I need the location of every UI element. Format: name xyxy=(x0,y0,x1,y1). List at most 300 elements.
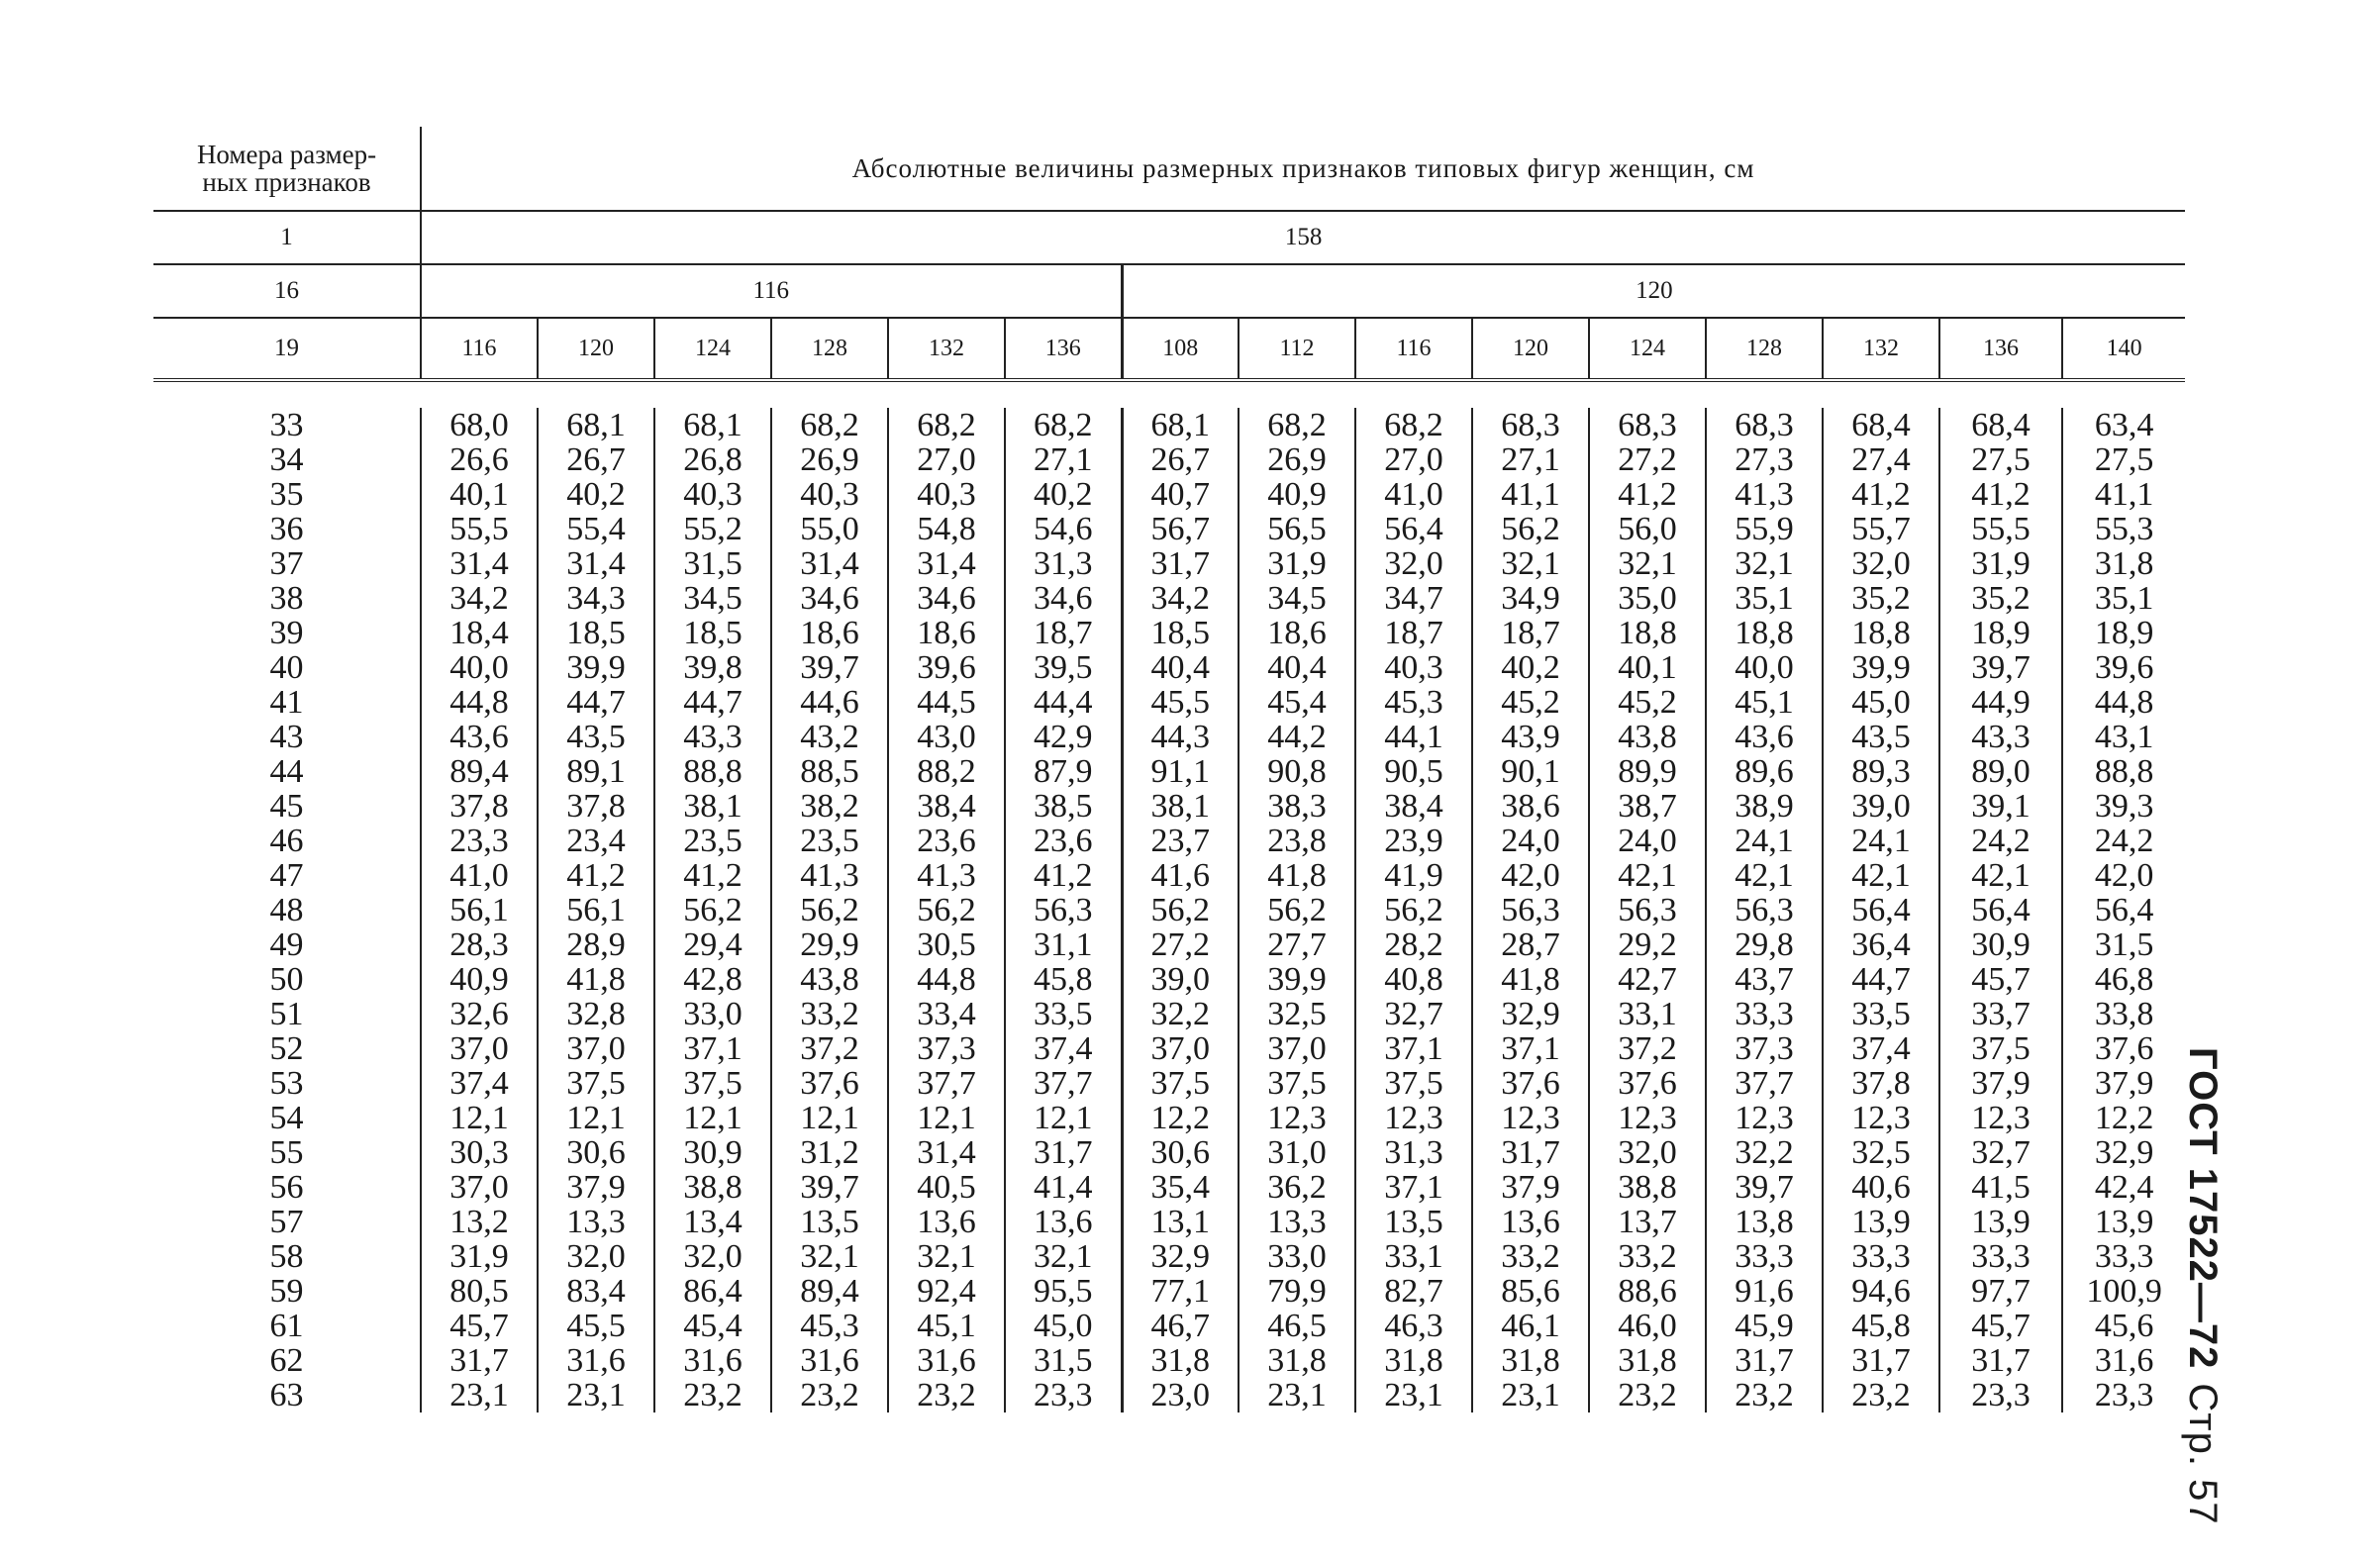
cell-value: 38,6 xyxy=(1501,788,1560,825)
cell-value: 45,8 xyxy=(1034,961,1093,998)
cell-value: 56,3 xyxy=(1735,892,1794,928)
cell-value: 68,1 xyxy=(566,407,626,443)
size-header-cell: 112 xyxy=(1239,318,1355,380)
cell-value: 37,2 xyxy=(800,1030,859,1067)
cell-value: 18,8 xyxy=(1735,615,1794,651)
cell-value: 31,2 xyxy=(800,1134,859,1171)
standard-code: ГОСТ 17522—72 xyxy=(2181,1047,2225,1370)
cell-value: 97,7 xyxy=(1971,1273,2031,1310)
cell-value: 32,0 xyxy=(1851,545,1911,582)
cell-value: 32,5 xyxy=(1851,1134,1911,1171)
cell-value: 41,8 xyxy=(1501,961,1560,998)
cell-value: 33,3 xyxy=(1971,1238,2031,1275)
data-column xyxy=(538,408,654,1412)
cell-value: 40,0 xyxy=(449,649,509,686)
cell-value: 12,2 xyxy=(1150,1100,1210,1136)
cell-value: 68,2 xyxy=(800,407,859,443)
cell-value: 32,1 xyxy=(917,1238,976,1275)
cell-value: 30,6 xyxy=(566,1134,626,1171)
cell-value: 39,6 xyxy=(917,649,976,686)
cell-value: 43,6 xyxy=(449,719,509,755)
cell-value: 37,1 xyxy=(1501,1030,1560,1067)
cell-value: 27,7 xyxy=(1267,926,1327,963)
cell-value: 23,6 xyxy=(1034,823,1093,859)
cell-value: 40,4 xyxy=(1150,649,1210,686)
cell-value: 55,4 xyxy=(566,511,626,547)
cell-value: 13,6 xyxy=(1501,1204,1560,1240)
cell-value: 32,5 xyxy=(1267,996,1327,1032)
data-column xyxy=(1122,408,1239,1412)
cell-value: 56,5 xyxy=(1267,511,1327,547)
cell-value: 27,5 xyxy=(2094,441,2154,478)
cell-value: 31,6 xyxy=(2094,1342,2154,1379)
cell-value: 23,1 xyxy=(1384,1377,1443,1413)
cell-value: 39,7 xyxy=(1971,649,2031,686)
cell-value: 44,4 xyxy=(1034,684,1093,721)
cell-value: 90,8 xyxy=(1267,753,1327,790)
cell-value: 80,5 xyxy=(449,1273,509,1310)
cell-value: 23,2 xyxy=(1735,1377,1794,1413)
cell-value: 79,9 xyxy=(1267,1273,1327,1310)
cell-value: 68,2 xyxy=(1034,407,1093,443)
cell-value: 32,1 xyxy=(1735,545,1794,582)
cell-value: 26,9 xyxy=(1267,441,1327,478)
cell-value: 23,1 xyxy=(449,1377,509,1413)
cell-value: 30,6 xyxy=(1150,1134,1210,1171)
cell-value: 38,9 xyxy=(1735,788,1794,825)
cell-value: 55,0 xyxy=(800,511,859,547)
cell-value: 35,4 xyxy=(1150,1169,1210,1206)
row-number: 39 xyxy=(269,615,304,651)
cell-value: 42,1 xyxy=(1971,857,2031,894)
cell-value: 39,9 xyxy=(1851,649,1911,686)
cell-value: 44,1 xyxy=(1384,719,1443,755)
row-number: 59 xyxy=(269,1273,304,1310)
cell-value: 42,7 xyxy=(1618,961,1677,998)
cell-value: 12,3 xyxy=(1501,1100,1560,1136)
cell-value: 39,5 xyxy=(1034,649,1093,686)
cell-value: 55,2 xyxy=(683,511,743,547)
data-column xyxy=(1939,408,2062,1412)
cell-value: 88,2 xyxy=(917,753,976,790)
cell-value: 31,8 xyxy=(2094,545,2154,582)
size-header-cell: 124 xyxy=(1589,318,1706,380)
page-number: Стр. 57 xyxy=(2181,1383,2225,1525)
cell-value: 46,8 xyxy=(2094,961,2154,998)
row-number: 36 xyxy=(269,511,304,547)
cell-value: 31,4 xyxy=(800,545,859,582)
row-number: 51 xyxy=(269,996,304,1032)
cell-value: 29,2 xyxy=(1618,926,1677,963)
cell-value: 40,3 xyxy=(683,476,743,513)
cell-value: 68,2 xyxy=(1384,407,1443,443)
cell-value: 31,7 xyxy=(449,1342,509,1379)
row-number: 38 xyxy=(269,580,304,617)
cell-value: 46,3 xyxy=(1384,1308,1443,1344)
cell-value: 31,4 xyxy=(449,545,509,582)
cell-value: 33,2 xyxy=(1501,1238,1560,1275)
header-row-hips xyxy=(153,318,2185,380)
cell-value: 68,4 xyxy=(1851,407,1911,443)
cell-value: 56,3 xyxy=(1501,892,1560,928)
cell-value: 37,0 xyxy=(1267,1030,1327,1067)
cell-value: 12,1 xyxy=(683,1100,743,1136)
cell-value: 38,8 xyxy=(1618,1169,1677,1206)
cell-value: 40,9 xyxy=(449,961,509,998)
cell-value: 42,1 xyxy=(1735,857,1794,894)
cell-value: 26,7 xyxy=(1150,441,1210,478)
cell-value: 33,3 xyxy=(1735,1238,1794,1275)
cell-value: 43,5 xyxy=(1851,719,1911,755)
cell-value: 32,1 xyxy=(1034,1238,1093,1275)
cell-value: 42,1 xyxy=(1618,857,1677,894)
cell-value: 37,1 xyxy=(1384,1030,1443,1067)
cell-value: 30,9 xyxy=(683,1134,743,1171)
cell-value: 39,9 xyxy=(1267,961,1327,998)
cell-value: 26,7 xyxy=(566,441,626,478)
cell-value: 23,7 xyxy=(1150,823,1210,859)
cell-value: 31,7 xyxy=(1150,545,1210,582)
cell-value: 88,8 xyxy=(2094,753,2154,790)
cell-value: 37,5 xyxy=(1384,1065,1443,1102)
cell-value: 68,0 xyxy=(449,407,509,443)
row-number: 50 xyxy=(269,961,304,998)
cell-value: 18,5 xyxy=(1150,615,1210,651)
cell-value: 32,1 xyxy=(1501,545,1560,582)
cell-value: 18,7 xyxy=(1384,615,1443,651)
cell-value: 43,8 xyxy=(1618,719,1677,755)
cell-value: 39,7 xyxy=(800,1169,859,1206)
cell-value: 44,8 xyxy=(2094,684,2154,721)
cell-value: 56,2 xyxy=(1150,892,1210,928)
cell-value: 40,7 xyxy=(1150,476,1210,513)
cell-value: 23,3 xyxy=(1034,1377,1093,1413)
cell-value: 31,7 xyxy=(1971,1342,2031,1379)
cell-value: 13,3 xyxy=(566,1204,626,1240)
cell-value: 31,8 xyxy=(1267,1342,1327,1379)
cell-value: 28,3 xyxy=(449,926,509,963)
cell-value: 41,3 xyxy=(1735,476,1794,513)
cell-value: 63,4 xyxy=(2094,407,2154,443)
cell-value: 31,8 xyxy=(1618,1342,1677,1379)
cell-value: 68,2 xyxy=(1267,407,1327,443)
cell-value: 31,5 xyxy=(2094,926,2154,963)
cell-value: 23,1 xyxy=(566,1377,626,1413)
cell-value: 12,1 xyxy=(566,1100,626,1136)
cell-value: 37,8 xyxy=(1851,1065,1911,1102)
cell-value: 39,3 xyxy=(2094,788,2154,825)
cell-value: 44,3 xyxy=(1150,719,1210,755)
cell-value: 27,3 xyxy=(1735,441,1794,478)
cell-value: 27,1 xyxy=(1034,441,1093,478)
data-column xyxy=(1706,408,1823,1412)
row-number: 56 xyxy=(269,1169,304,1206)
cell-value: 56,2 xyxy=(800,892,859,928)
cell-value: 41,1 xyxy=(1501,476,1560,513)
cell-value: 33,1 xyxy=(1618,996,1677,1032)
cell-value: 43,1 xyxy=(2094,719,2154,755)
cell-value: 26,9 xyxy=(800,441,859,478)
cell-value: 44,8 xyxy=(917,961,976,998)
cell-value: 23,2 xyxy=(1851,1377,1911,1413)
row-number: 40 xyxy=(269,649,304,686)
cell-value: 43,0 xyxy=(917,719,976,755)
cell-value: 40,4 xyxy=(1267,649,1327,686)
cell-value: 45,7 xyxy=(1971,1308,2031,1344)
cell-value: 39,6 xyxy=(2094,649,2154,686)
cell-value: 13,9 xyxy=(1971,1204,2031,1240)
cell-value: 31,8 xyxy=(1384,1342,1443,1379)
cell-value: 56,2 xyxy=(917,892,976,928)
cell-value: 18,9 xyxy=(2094,615,2154,651)
cell-value: 33,2 xyxy=(1618,1238,1677,1275)
cell-value: 23,1 xyxy=(1267,1377,1327,1413)
cell-value: 32,0 xyxy=(1384,545,1443,582)
cell-value: 55,3 xyxy=(2094,511,2154,547)
cell-value: 32,7 xyxy=(1384,996,1443,1032)
cell-value: 33,3 xyxy=(1735,996,1794,1032)
cell-value: 37,5 xyxy=(1150,1065,1210,1102)
cell-value: 12,3 xyxy=(1735,1100,1794,1136)
cell-value: 44,9 xyxy=(1971,684,2031,721)
cell-value: 38,7 xyxy=(1618,788,1677,825)
chest-group-a: 116 xyxy=(421,264,1122,318)
size-header-cell: 120 xyxy=(538,318,654,380)
cell-value: 18,4 xyxy=(449,615,509,651)
cell-value: 45,1 xyxy=(917,1308,976,1344)
cell-value: 38,4 xyxy=(917,788,976,825)
cell-value: 31,6 xyxy=(917,1342,976,1379)
cell-value: 37,8 xyxy=(566,788,626,825)
cell-value: 37,4 xyxy=(1034,1030,1093,1067)
side-caption xyxy=(2180,1047,2225,1525)
cell-value: 33,7 xyxy=(1971,996,2031,1032)
cell-value: 41,2 xyxy=(1851,476,1911,513)
cell-value: 86,4 xyxy=(683,1273,743,1310)
cell-value: 33,3 xyxy=(1851,1238,1911,1275)
row-number: 49 xyxy=(269,926,304,963)
row-number: 37 xyxy=(269,545,304,582)
cell-value: 12,3 xyxy=(1384,1100,1443,1136)
data-column xyxy=(1239,408,1355,1412)
data-row xyxy=(153,408,2185,1412)
cell-value: 43,2 xyxy=(800,719,859,755)
cell-value: 68,3 xyxy=(1618,407,1677,443)
cell-value: 37,0 xyxy=(449,1030,509,1067)
cell-value: 37,5 xyxy=(1267,1065,1327,1102)
cell-value: 89,0 xyxy=(1971,753,2031,790)
cell-value: 13,1 xyxy=(1150,1204,1210,1240)
cell-value: 68,3 xyxy=(1735,407,1794,443)
cell-value: 34,6 xyxy=(1034,580,1093,617)
cell-value: 32,0 xyxy=(1618,1134,1677,1171)
cell-value: 37,5 xyxy=(683,1065,743,1102)
cell-value: 35,2 xyxy=(1971,580,2031,617)
cell-value: 23,9 xyxy=(1384,823,1443,859)
cell-value: 56,0 xyxy=(1618,511,1677,547)
cell-value: 89,4 xyxy=(800,1273,859,1310)
data-column xyxy=(421,408,538,1412)
cell-value: 56,4 xyxy=(1851,892,1911,928)
cell-value: 18,7 xyxy=(1501,615,1560,651)
cell-value: 12,3 xyxy=(1618,1100,1677,1136)
cell-value: 34,9 xyxy=(1501,580,1560,617)
cell-value: 45,9 xyxy=(1735,1308,1794,1344)
cell-value: 55,7 xyxy=(1851,511,1911,547)
cell-value: 31,7 xyxy=(1735,1342,1794,1379)
header-row-height xyxy=(153,211,2185,264)
cell-value: 28,7 xyxy=(1501,926,1560,963)
cell-value: 54,8 xyxy=(917,511,976,547)
cell-value: 40,3 xyxy=(1384,649,1443,686)
row-label-height: 1 xyxy=(153,211,421,264)
cell-value: 32,0 xyxy=(683,1238,743,1275)
header-gap xyxy=(153,380,2185,408)
cell-value: 44,6 xyxy=(800,684,859,721)
cell-value: 44,7 xyxy=(683,684,743,721)
cell-value: 24,0 xyxy=(1501,823,1560,859)
cell-value: 45,5 xyxy=(566,1308,626,1344)
cell-value: 68,1 xyxy=(683,407,743,443)
cell-value: 39,0 xyxy=(1150,961,1210,998)
data-column xyxy=(771,408,888,1412)
cell-value: 89,6 xyxy=(1735,753,1794,790)
size-header-cell: 140 xyxy=(2062,318,2185,380)
cell-value: 38,2 xyxy=(800,788,859,825)
cell-value: 88,8 xyxy=(683,753,743,790)
cell-value: 31,8 xyxy=(1501,1342,1560,1379)
size-header-cell: 116 xyxy=(421,318,538,380)
cell-value: 68,4 xyxy=(1971,407,2031,443)
cell-value: 39,7 xyxy=(800,649,859,686)
cell-value: 35,2 xyxy=(1851,580,1911,617)
cell-value: 31,7 xyxy=(1501,1134,1560,1171)
cell-value: 37,3 xyxy=(917,1030,976,1067)
cell-value: 24,0 xyxy=(1618,823,1677,859)
cell-value: 23,4 xyxy=(566,823,626,859)
cell-value: 37,7 xyxy=(1735,1065,1794,1102)
cell-value: 12,1 xyxy=(800,1100,859,1136)
cell-value: 24,2 xyxy=(1971,823,2031,859)
row-number: 53 xyxy=(269,1065,304,1102)
cell-value: 37,1 xyxy=(683,1030,743,1067)
cell-value: 18,7 xyxy=(1034,615,1093,651)
size-header-cell: 120 xyxy=(1472,318,1589,380)
cell-value: 12,3 xyxy=(1971,1100,2031,1136)
cell-value: 41,5 xyxy=(1971,1169,2031,1206)
row-number: 55 xyxy=(269,1134,304,1171)
cell-value: 41,2 xyxy=(1034,857,1093,894)
cell-value: 13,3 xyxy=(1267,1204,1327,1240)
cell-value: 13,7 xyxy=(1618,1204,1677,1240)
cell-value: 40,3 xyxy=(800,476,859,513)
cell-value: 42,0 xyxy=(2094,857,2154,894)
cell-value: 40,5 xyxy=(917,1169,976,1206)
cell-value: 38,1 xyxy=(1150,788,1210,825)
cell-value: 36,2 xyxy=(1267,1169,1327,1206)
cell-value: 54,6 xyxy=(1034,511,1093,547)
cell-value: 23,2 xyxy=(917,1377,976,1413)
cell-value: 56,1 xyxy=(449,892,509,928)
cell-value: 13,6 xyxy=(917,1204,976,1240)
cell-value: 18,8 xyxy=(1851,615,1911,651)
cell-value: 43,6 xyxy=(1735,719,1794,755)
size-header-cell: 136 xyxy=(1005,318,1122,380)
cell-value: 45,2 xyxy=(1501,684,1560,721)
cell-value: 31,4 xyxy=(917,545,976,582)
cell-value: 33,5 xyxy=(1034,996,1093,1032)
sizes-table xyxy=(153,127,2185,1412)
cell-value: 37,7 xyxy=(1034,1065,1093,1102)
cell-value: 37,9 xyxy=(566,1169,626,1206)
cell-value: 41,8 xyxy=(566,961,626,998)
cell-value: 33,1 xyxy=(1384,1238,1443,1275)
cell-value: 56,3 xyxy=(1618,892,1677,928)
cell-value: 35,1 xyxy=(2094,580,2154,617)
cell-value: 12,1 xyxy=(1034,1100,1093,1136)
cell-value: 43,5 xyxy=(566,719,626,755)
cell-value: 56,3 xyxy=(1034,892,1093,928)
cell-value: 56,4 xyxy=(1971,892,2031,928)
cell-value: 34,6 xyxy=(917,580,976,617)
row-number: 63 xyxy=(269,1377,304,1413)
cell-value: 37,6 xyxy=(2094,1030,2154,1067)
cell-value: 56,4 xyxy=(2094,892,2154,928)
row-number: 34 xyxy=(269,441,304,478)
cell-value: 23,1 xyxy=(1501,1377,1560,1413)
cell-value: 89,3 xyxy=(1851,753,1911,790)
cell-value: 95,5 xyxy=(1034,1273,1093,1310)
cell-value: 42,1 xyxy=(1851,857,1911,894)
cell-value: 77,1 xyxy=(1150,1273,1210,1310)
cell-value: 26,6 xyxy=(449,441,509,478)
cell-value: 37,8 xyxy=(449,788,509,825)
cell-value: 31,7 xyxy=(1034,1134,1093,1171)
cell-value: 37,0 xyxy=(1150,1030,1210,1067)
cell-value: 56,2 xyxy=(683,892,743,928)
cell-value: 91,6 xyxy=(1735,1273,1794,1310)
cell-value: 13,5 xyxy=(800,1204,859,1240)
cell-value: 46,7 xyxy=(1150,1308,1210,1344)
cell-value: 34,3 xyxy=(566,580,626,617)
cell-value: 40,8 xyxy=(1384,961,1443,998)
cell-value: 56,1 xyxy=(566,892,626,928)
cell-value: 41,6 xyxy=(1150,857,1210,894)
cell-value: 32,1 xyxy=(800,1238,859,1275)
cell-value: 55,5 xyxy=(449,511,509,547)
size-header-cell: 108 xyxy=(1122,318,1239,380)
cell-value: 23,3 xyxy=(2094,1377,2154,1413)
cell-value: 32,0 xyxy=(566,1238,626,1275)
cell-value: 37,0 xyxy=(566,1030,626,1067)
cell-value: 39,8 xyxy=(683,649,743,686)
cell-value: 29,8 xyxy=(1735,926,1794,963)
row-number: 33 xyxy=(269,407,304,443)
cell-value: 42,8 xyxy=(683,961,743,998)
cell-value: 39,7 xyxy=(1735,1169,1794,1206)
cell-value: 89,9 xyxy=(1618,753,1677,790)
cell-value: 41,1 xyxy=(2094,476,2154,513)
cell-value: 37,3 xyxy=(1735,1030,1794,1067)
cell-value: 41,2 xyxy=(566,857,626,894)
table-header-row xyxy=(153,127,2185,211)
cell-value: 39,1 xyxy=(1971,788,2031,825)
cell-value: 56,4 xyxy=(1384,511,1443,547)
cell-value: 88,5 xyxy=(800,753,859,790)
cell-value: 34,6 xyxy=(800,580,859,617)
cell-value: 45,6 xyxy=(2094,1308,2154,1344)
cell-value: 41,0 xyxy=(1384,476,1443,513)
